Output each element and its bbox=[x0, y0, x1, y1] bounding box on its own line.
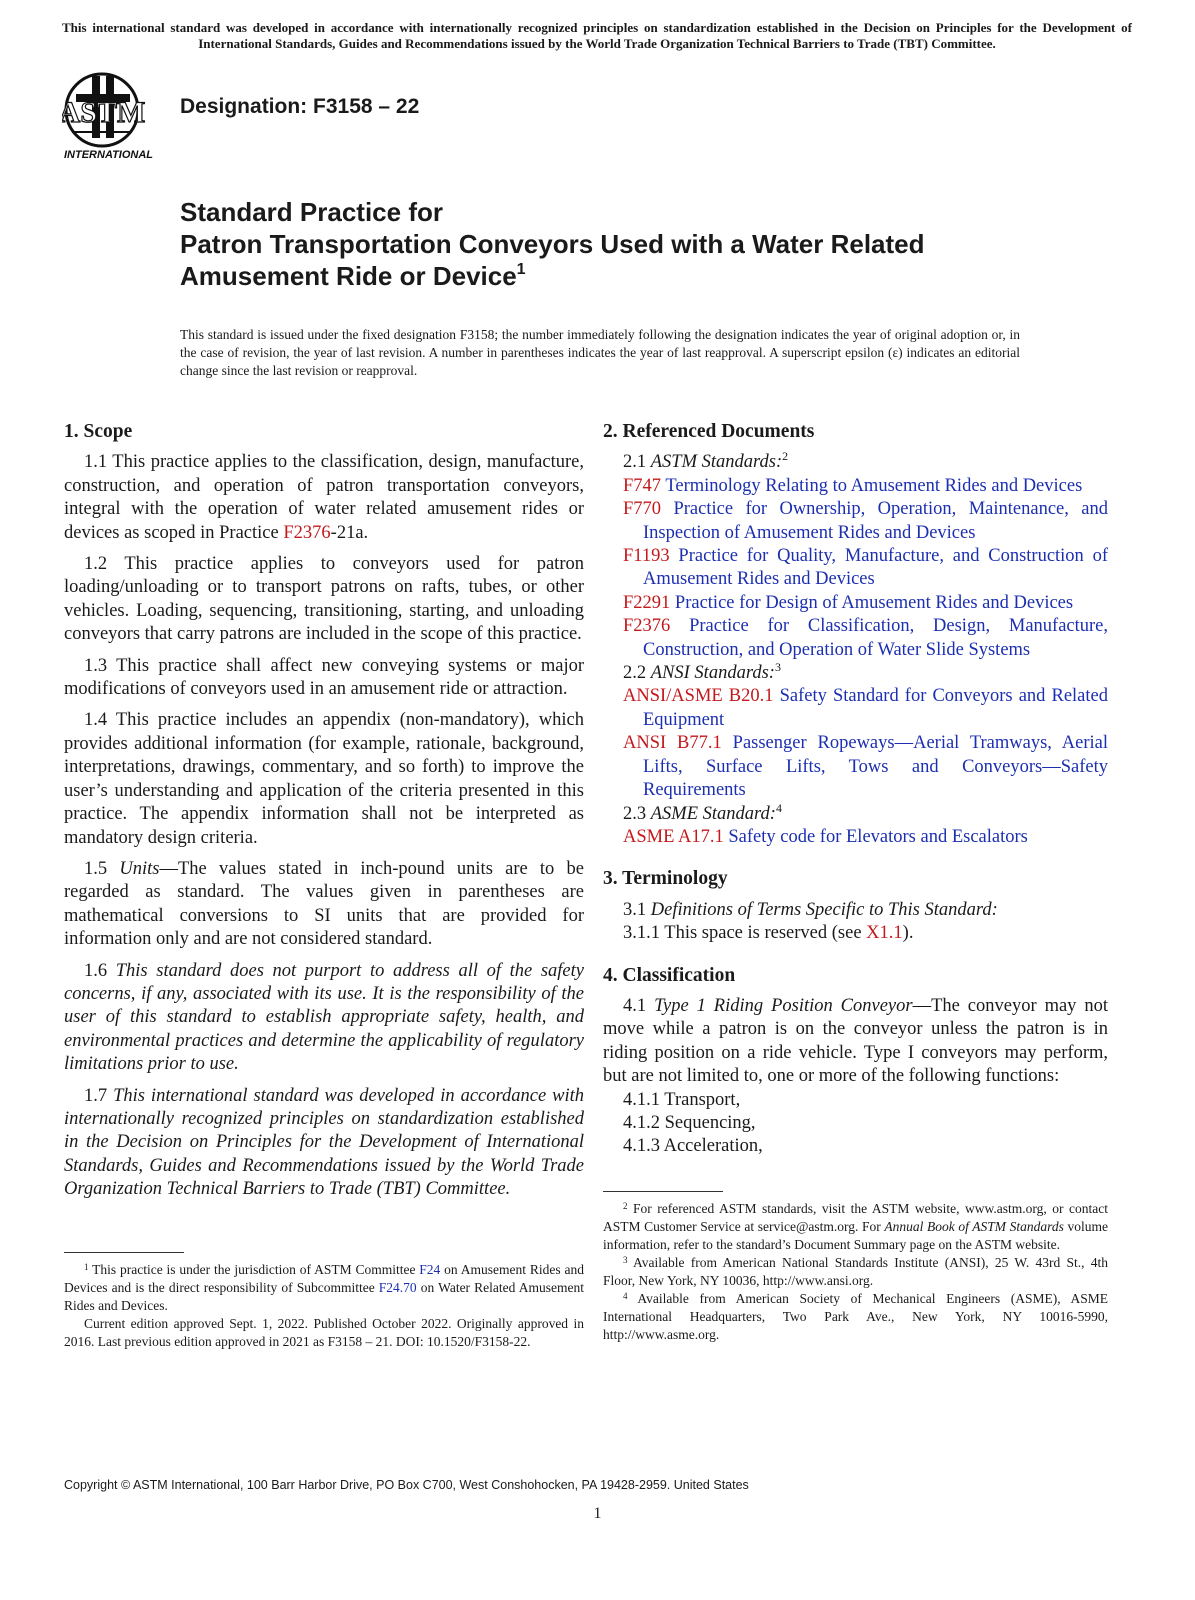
paragraph-3-1 bbox=[603, 899, 1108, 922]
reference-code-link[interactable]: ASME A17.1 bbox=[623, 826, 724, 847]
paragraph-1-7 bbox=[64, 1085, 584, 1202]
asme-reference-list bbox=[603, 826, 1108, 849]
footnote-3-text: Available from American National Standards Institute (ANSI), 25 W. 43rd St., 4th Floor, New York, NY 10036, http://www.ansi.org. bbox=[603, 1254, 1108, 1288]
paragraph-1-2: 1.2 This practice applies to conveyors used for patron loading/unloading or to transport patrons on rafts, tubes, or other vehicles. Loading, sequencing, transitioning, starting, and unloading conveyors that carry patrons are included in the scope of this practice. bbox=[64, 554, 584, 645]
reference-title-link[interactable]: Passenger Ropeways—Aerial Tramways, Aerial Lifts, Surface Lifts, Tows and Conveyors—Safety Requirements bbox=[643, 733, 1109, 801]
astm-label-num: 2.1 bbox=[623, 452, 651, 473]
reference-item bbox=[603, 592, 1108, 615]
paragraph-3-1-1 bbox=[603, 922, 1108, 945]
asme-standard-label bbox=[603, 800, 1108, 826]
title-footnote-mark[interactable]: 1 bbox=[516, 261, 526, 278]
reference-code-link[interactable]: F770 bbox=[623, 499, 662, 520]
reference-item bbox=[603, 615, 1108, 662]
astm-logo bbox=[62, 70, 172, 165]
reference-item bbox=[603, 826, 1108, 849]
reference-title-link[interactable]: Terminology Relating to Amusement Rides and Devices bbox=[665, 475, 1083, 496]
footnote-1-post: on Water Related Amusement Rides and Devices. bbox=[64, 1279, 584, 1313]
footnote-2-mark: 2 bbox=[623, 1200, 628, 1211]
title-line-3-text: Amusement Ride or Device bbox=[180, 261, 517, 291]
paragraph-1-4: 1.4 This practice includes an appendix (non-mandatory), which provides additional information (for example, rationale, background, interpretations, drawings, commentary, and so forth) to improve the user’s understanding and application of the criteria presented in this practice. The appendix information shall not be interpreted as mandatory design criteria. bbox=[64, 710, 584, 848]
footnote-1 bbox=[64, 1261, 584, 1351]
para-1-6-num: 1.6 bbox=[84, 960, 116, 981]
para-1-7-num: 1.7 bbox=[84, 1085, 114, 1106]
asme-footnote-mark[interactable]: 4 bbox=[775, 800, 782, 815]
footnote-divider-right bbox=[603, 1191, 723, 1192]
section-heading-classification: 4. Classification bbox=[603, 964, 736, 986]
footnote-4-mark: 4 bbox=[623, 1290, 628, 1301]
reference-code-link[interactable]: F2291 bbox=[623, 592, 671, 613]
issuance-statement: This standard is issued under the fixed designation F3158; the number immediately following the designation indicates the year of original adoption or, in the case of revision, the year of last revision. A number in parentheses indicates the year of last reapproval. A superscript epsilon (ε) indicates an editorial change since the last revision or reapproval. bbox=[180, 327, 1020, 378]
para-1-1-text: 1.1 This practice applies to the classification, design, manufacture, construction, and operation of patron transportation conveyors, integral with the operation of water related amusement rides or devices as scoped in Practice bbox=[64, 452, 584, 543]
asme-label-num: 2.3 bbox=[623, 803, 651, 824]
copyright-notice: Copyright © ASTM International, 100 Barr Harbor Drive, PO Box C700, West Conshohocken, PA 19428-2959. United States bbox=[64, 1478, 749, 1492]
svg-text:ASTM: ASTM bbox=[62, 96, 146, 129]
reference-title-link[interactable]: Safety code for Elevators and Escalators bbox=[728, 826, 1028, 847]
footnote-2-post: volume information, refer to the standard’s Document Summary page on the ASTM website. bbox=[603, 1218, 1109, 1252]
ansi-label-text: ANSI Standards: bbox=[650, 663, 775, 684]
paragraph-4-1 bbox=[603, 995, 1108, 1089]
paragraph-1-6 bbox=[64, 960, 584, 1077]
para-1-5-num: 1.5 bbox=[84, 858, 120, 879]
para-1-1-suffix: -21a. bbox=[330, 522, 369, 543]
title-line-3 bbox=[180, 260, 1080, 292]
footnote-4 bbox=[603, 1290, 1108, 1344]
footnote-1-pre: This practice is under the jurisdiction of ASTM Committee bbox=[88, 1261, 420, 1277]
footnote-2-pre: For referenced ASTM standards, visit the ASTM website, www.astm.org, or contact ASTM Customer Service at service@astm.org. For bbox=[603, 1200, 1108, 1234]
reference-item bbox=[603, 498, 1108, 545]
link-x1-1[interactable]: X1.1 bbox=[866, 923, 903, 944]
left-column bbox=[64, 420, 584, 1351]
reference-code-link[interactable]: ANSI/ASME B20.1 bbox=[623, 686, 774, 707]
reference-item bbox=[603, 475, 1108, 498]
reference-title-link[interactable]: Practice for Quality, Manufacture, and Construction of Amusement Rides and Devices bbox=[643, 546, 1108, 590]
reference-code-link[interactable]: F2376 bbox=[623, 616, 671, 637]
section-heading-referenced-documents: 2. Referenced Documents bbox=[603, 421, 815, 442]
link-f24[interactable]: F24 bbox=[419, 1261, 441, 1277]
para-1-5-italic: Units bbox=[119, 858, 160, 879]
para-1-5-text: —The values stated in inch-pound units are to be regarded as standard. The values given in parentheses are mathematical conversions to SI units that are provided for information only and are not considered standard. bbox=[64, 858, 584, 950]
title-line-2: Patron Transportation Conveyors Used with a Water Related bbox=[180, 229, 925, 259]
para-1-6-italic: This standard does not purport to address all of the safety concerns, if any, associated with its use. It is the responsibility of the user of this standard to establish appropriate safety, health, and environmental practices and determine the applicability of regulatory limitations prior to use. bbox=[64, 960, 584, 1075]
designation: Designation: F3158 – 22 bbox=[180, 95, 420, 118]
astm-label-text: ASTM Standards: bbox=[650, 452, 783, 473]
footnote-divider bbox=[64, 1252, 184, 1253]
astm-reference-list bbox=[603, 475, 1108, 662]
list-item-4-1-3: 4.1.3 Acceleration, bbox=[623, 1136, 763, 1157]
para-3-1-italic: Definitions of Terms Specific to This Standard: bbox=[650, 899, 998, 920]
astm-standards-label bbox=[603, 451, 1108, 474]
para-3-1-1-suffix: ). bbox=[902, 923, 914, 944]
document-title bbox=[180, 196, 1080, 292]
international-standard-notice: This international standard was developed in accordance with internationally recognized principles on standardization established in the Decision on Principles for the Development of International Standards, Guides and Recommendations issued by the World Trade Organization Technical Barriers to Trade (TBT) Committee. bbox=[62, 20, 1132, 51]
reference-title-link[interactable]: Practice for Ownership, Operation, Maintenance, and Inspection of Amusement Rides and Devices bbox=[643, 499, 1108, 543]
ansi-reference-list bbox=[603, 685, 1108, 802]
reference-item bbox=[603, 685, 1108, 732]
footnote-4-text: Available from American Society of Mechanical Engineers (ASME), ASME International Headquarters, Two Park Ave., New York, NY 10016-5990, http://www.asme.org. bbox=[603, 1290, 1108, 1342]
ansi-standards-label bbox=[603, 662, 1108, 685]
reference-title-link[interactable]: Practice for Design of Amusement Rides and Devices bbox=[674, 592, 1074, 613]
footnotes-right bbox=[603, 1200, 1108, 1344]
reference-code-link[interactable]: F1193 bbox=[623, 546, 670, 567]
section-heading-terminology: 3. Terminology bbox=[603, 868, 728, 890]
logo-text: INTERNATIONAL bbox=[64, 149, 154, 161]
reference-item bbox=[603, 732, 1108, 802]
section-heading-scope: 1. Scope bbox=[64, 421, 133, 442]
asme-label-text: ASME Standard: bbox=[650, 803, 776, 824]
footnote-2-italic: Annual Book of ASTM Standards bbox=[884, 1218, 1064, 1234]
paragraph-1-1 bbox=[64, 451, 584, 545]
para-3-1-num: 3.1 bbox=[623, 899, 651, 920]
para-4-1-num: 4.1 bbox=[623, 995, 655, 1016]
list-item-4-1-1: 4.1.1 Transport, bbox=[623, 1089, 741, 1110]
right-column bbox=[603, 420, 1108, 1344]
reference-title-link[interactable]: Practice for Classification, Design, Manufacture, Construction, and Operation of Water Slide Systems bbox=[643, 616, 1109, 660]
reference-item bbox=[603, 545, 1108, 592]
ansi-footnote-mark[interactable]: 3 bbox=[774, 660, 781, 675]
astm-footnote-mark[interactable]: 2 bbox=[782, 449, 789, 464]
para-4-1-text: —The conveyor may not move while a patron is on the conveyor unless the patron is in riding position on a ride vehicle. Type I conveyors may perform, but are not limited to, one or more of the following functions: bbox=[603, 995, 1109, 1087]
footnote-1-mark: 1 bbox=[84, 1261, 89, 1272]
title-line-1: Standard Practice for bbox=[180, 197, 443, 227]
footnote-3 bbox=[603, 1254, 1108, 1290]
link-f24-70[interactable]: F24.70 bbox=[378, 1279, 417, 1295]
para-4-1-italic: Type 1 Riding Position Conveyor bbox=[654, 995, 913, 1016]
reference-code-link[interactable]: F747 bbox=[623, 475, 662, 496]
footnote-1-jurisdiction bbox=[64, 1261, 584, 1315]
reference-code-link[interactable]: ANSI B77.1 bbox=[623, 733, 722, 754]
paragraph-1-3: 1.3 This practice shall affect new conveying systems or major modifications of conveyors used in an amusement ride or attraction. bbox=[64, 655, 584, 700]
footnote-1-edition: Current edition approved Sept. 1, 2022. Published October 2022. Originally approved in 2016. Last previous edition approved in 2021 as F3158 – 21. DOI: 10.1520/F3158-22. bbox=[64, 1315, 584, 1349]
para-1-7-italic: This international standard was developed in accordance with internationally recognized principles on standardization established in the Decision on Principles for the Development of International Standards, Guides and Recommendations issued by the World Trade Organization Technical Barriers to Trade (TBT) Committee. bbox=[64, 1085, 585, 1200]
link-f2376[interactable]: F2376 bbox=[283, 522, 331, 543]
reference-title-link[interactable]: Safety Standard for Conveyors and Related Equipment bbox=[643, 686, 1108, 730]
ansi-label-num: 2.2 bbox=[623, 663, 651, 684]
astm-logo-mark bbox=[62, 70, 172, 165]
footnote-2 bbox=[603, 1200, 1108, 1254]
list-item-4-1-2: 4.1.2 Sequencing, bbox=[623, 1112, 756, 1133]
footnote-3-mark: 3 bbox=[623, 1254, 628, 1265]
page-number: 1 bbox=[593, 1505, 602, 1522]
para-3-1-1-text: 3.1.1 This space is reserved (see bbox=[623, 923, 867, 944]
footnote-1-mid: on Amusement Rides and Devices and is the direct responsibility of Subcommittee bbox=[64, 1261, 584, 1295]
paragraph-1-5 bbox=[64, 858, 584, 952]
